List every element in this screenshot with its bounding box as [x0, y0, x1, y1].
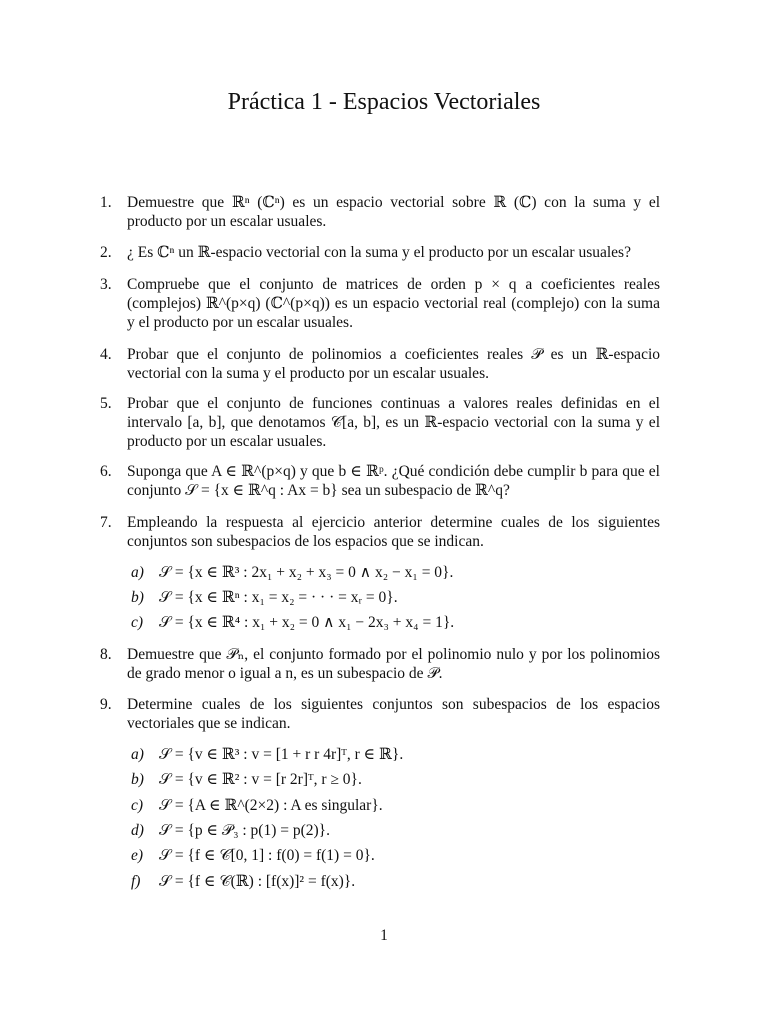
- problem-9-item-e: [131, 846, 671, 865]
- problem-number: 6.: [100, 463, 112, 480]
- item-expression: 𝒮 = {f ∈ 𝒞(ℝ) : [f(x)]² = f(x)}.: [159, 873, 356, 890]
- item-expression: 𝒮 = {v ∈ ℝ³ : v = [1 + r r 4r]ᵀ, r ∈ ℝ}.: [159, 746, 404, 763]
- item-expression: 𝒮 = {x ∈ ℝ³ : 2x₁ + x₂ + x₃ = 0 ∧ x₂ − x₁ = 0}.: [159, 564, 454, 581]
- problem-number: 9.: [100, 696, 112, 713]
- item-label: a): [131, 564, 144, 581]
- problem-4: [100, 345, 660, 383]
- problem-text: Probar que el conjunto de funciones continuas a valores reales definidas en el intervalo [a, b], que denotamos 𝒞[a, b], es un ℝ-espacio vectorial con la suma y el producto por un escalar usuales.: [127, 395, 660, 450]
- problem-7-item-a: [131, 563, 671, 582]
- problem-7: [100, 513, 660, 551]
- problem-text: Probar que el conjunto de polinomios a coeficientes reales 𝒫 es un ℝ-espacio vectorial con la suma y el producto por un escalar usuales.: [127, 346, 660, 382]
- page-number: 1: [380, 927, 388, 944]
- item-label: d): [131, 822, 144, 839]
- problem-9: [100, 695, 660, 733]
- problem-number: 3.: [100, 276, 112, 293]
- item-label: f): [131, 873, 141, 890]
- problem-text: Compruebe que el conjunto de matrices de orden p × q a coeficientes reales (complejos) ℝ^(p×q) (ℂ^(p×q)) es un espacio vectorial real (complejo) con la suma y el producto por un escalar usuales.: [127, 276, 660, 331]
- item-expression: 𝒮 = {f ∈ 𝒞[0, 1] : f(0) = f(1) = 0}.: [159, 847, 375, 864]
- item-label: c): [131, 614, 144, 631]
- problem-2: [100, 243, 660, 262]
- problem-5: [100, 394, 660, 451]
- problem-9-item-c: [131, 796, 671, 815]
- problem-9-item-b: [131, 770, 671, 789]
- problem-number: 7.: [100, 514, 112, 531]
- problem-9-item-a: [131, 745, 671, 764]
- problem-text: Demuestre que 𝒫ₙ, el conjunto formado por el polinomio nulo y por los polinomios de grado menor o igual a n, es un subespacio de 𝒫.: [127, 646, 660, 682]
- problem-6: [100, 462, 660, 500]
- problem-number: 2.: [100, 244, 112, 261]
- item-label: c): [131, 797, 144, 814]
- item-expression: 𝒮 = {v ∈ ℝ² : v = [r 2r]ᵀ, r ≥ 0}.: [159, 771, 362, 788]
- item-expression: 𝒮 = {x ∈ ℝⁿ : x₁ = x₂ = · · · = xᵣ = 0}.: [159, 589, 398, 606]
- problem-1: [100, 193, 660, 231]
- problem-number: 8.: [100, 646, 112, 663]
- item-expression: 𝒮 = {A ∈ ℝ^(2×2) : A es singular}.: [159, 797, 383, 814]
- item-label: a): [131, 746, 144, 763]
- problem-9-item-f: [131, 872, 671, 891]
- item-label: e): [131, 847, 144, 864]
- problem-text: Determine cuales de los siguientes conjuntos son subespacios de los espacios vectoriales que se indican.: [127, 696, 660, 732]
- problem-text: Empleando la respuesta al ejercicio anterior determine cuales de los siguientes conjuntos son subespacios de los espacios que se indican.: [127, 514, 660, 550]
- problem-text: ¿ Es ℂⁿ un ℝ-espacio vectorial con la suma y el producto por un escalar usuales?: [127, 244, 631, 261]
- problem-text: Demuestre que ℝⁿ (ℂⁿ) es un espacio vectorial sobre ℝ (ℂ) con la suma y el producto por un escalar usuales.: [127, 194, 660, 230]
- problem-text: Suponga que A ∈ ℝ^(p×q) y que b ∈ ℝᵖ. ¿Qué condición debe cumplir b para que el conjunto 𝒮 = {x ∈ ℝ^q : Ax = b} sea un subespacio de ℝ^q?: [127, 463, 660, 499]
- item-expression: 𝒮 = {x ∈ ℝ⁴ : x₁ + x₂ = 0 ∧ x₁ − 2x₃ + x₄ = 1}.: [159, 614, 455, 631]
- item-expression: 𝒮 = {p ∈ 𝒫₃ : p(1) = p(2)}.: [159, 822, 330, 839]
- problem-number: 4.: [100, 346, 112, 363]
- problem-3: [100, 275, 660, 332]
- problem-9-item-d: [131, 821, 671, 840]
- item-label: b): [131, 589, 144, 606]
- problem-8: [100, 645, 660, 683]
- problem-7-item-c: [131, 613, 671, 632]
- item-label: b): [131, 771, 144, 788]
- problem-number: 5.: [100, 395, 112, 412]
- problem-7-item-b: [131, 588, 671, 607]
- page-title: Práctica 1 - Espacios Vectoriales: [227, 89, 541, 115]
- problem-number: 1.: [100, 194, 112, 211]
